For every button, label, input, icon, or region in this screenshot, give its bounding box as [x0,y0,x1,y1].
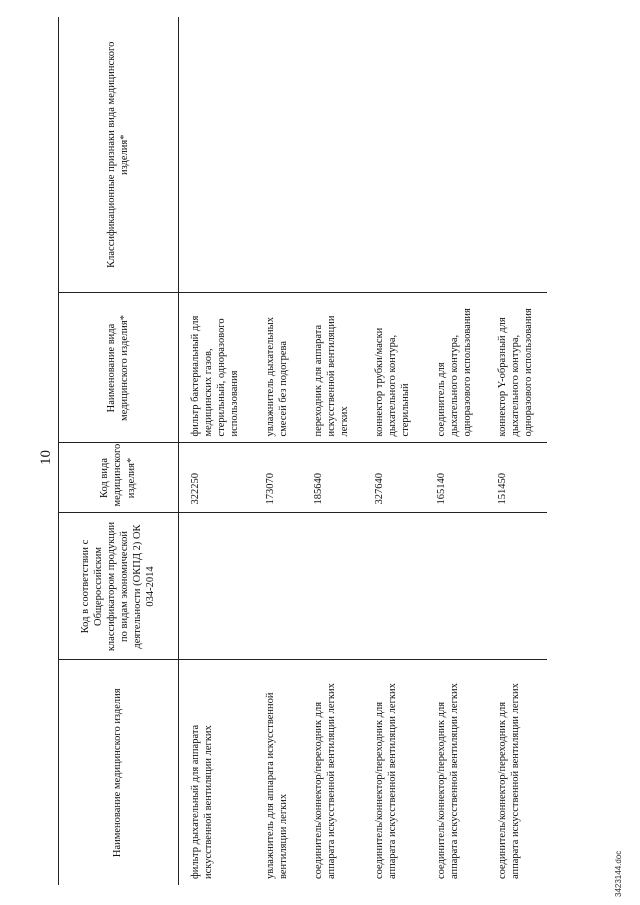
table-row [254,17,302,885]
table-row [486,17,547,885]
medical-devices-table [58,17,547,885]
page-number: 10 [38,450,54,465]
kind-name-cell: увлажнитель дыхательных смесей без подогрева [254,293,302,443]
header-device-name: Наименование медицинского изделия [58,660,179,885]
features-cell [302,17,363,293]
kind-code-cell: 322250 [179,443,254,513]
okpd-cell [254,513,302,660]
okpd-cell [425,513,486,660]
device-name-cell: соединитель/коннектор/переходник для аппарата искусственной вентиляции легких [363,660,424,885]
kind-name-cell: соединитель для дыхательного контура, одноразового использования [425,293,486,443]
kind-name-cell: переходник для аппарата искусственной вентиляции легких [302,293,363,443]
okpd-cell [179,513,254,660]
okpd-cell [486,513,547,660]
header-okpd-code: Код в соответствии с Общероссийским классификатором продукции по видам экономической деятельности (ОКПД 2) ОК 034-2014 [58,513,179,660]
table-row [179,17,254,885]
device-name-cell: соединитель/коннектор/переходник для аппарата искусственной вентиляции легких [425,660,486,885]
document-file-mark: 3423144.doc [614,850,623,897]
features-cell [179,17,254,293]
table-row [302,17,363,885]
device-name-cell: соединитель/коннектор/переходник для аппарата искусственной вентиляции легких [302,660,363,885]
kind-name-cell: фильтр бактериальный для медицинских газов, стерильный, одноразового использования [179,293,254,443]
header-kind-name: Наименование вида медицинского изделия* [58,293,179,443]
kind-code-cell: 165140 [425,443,486,513]
features-cell [363,17,424,293]
features-cell [425,17,486,293]
kind-code-cell: 151450 [486,443,547,513]
kind-code-cell: 327640 [363,443,424,513]
table-header-row [58,17,179,885]
header-kind-code: Код вида медицинского изделия* [58,443,179,513]
features-cell [254,17,302,293]
okpd-cell [363,513,424,660]
device-name-cell: увлажнитель для аппарата искусственной вентиляции легких [254,660,302,885]
table-row [425,17,486,885]
kind-code-cell: 185640 [302,443,363,513]
kind-code-cell: 173070 [254,443,302,513]
device-name-cell: соединитель/коннектор/переходник для аппарата искусственной вентиляции легких [486,660,547,885]
header-classification-features: Классификационные признаки вида медицинского изделия* [58,17,179,293]
kind-name-cell: коннектор трубки/маски дыхательного контура, стерильный [363,293,424,443]
table-row [363,17,424,885]
features-cell [486,17,547,293]
device-name-cell: фильтр дыхательный для аппарата искусственной вентиляции легких [179,660,254,885]
kind-name-cell: коннектор Y-образный для дыхательного контура, одноразового использования [486,293,547,443]
okpd-cell [302,513,363,660]
